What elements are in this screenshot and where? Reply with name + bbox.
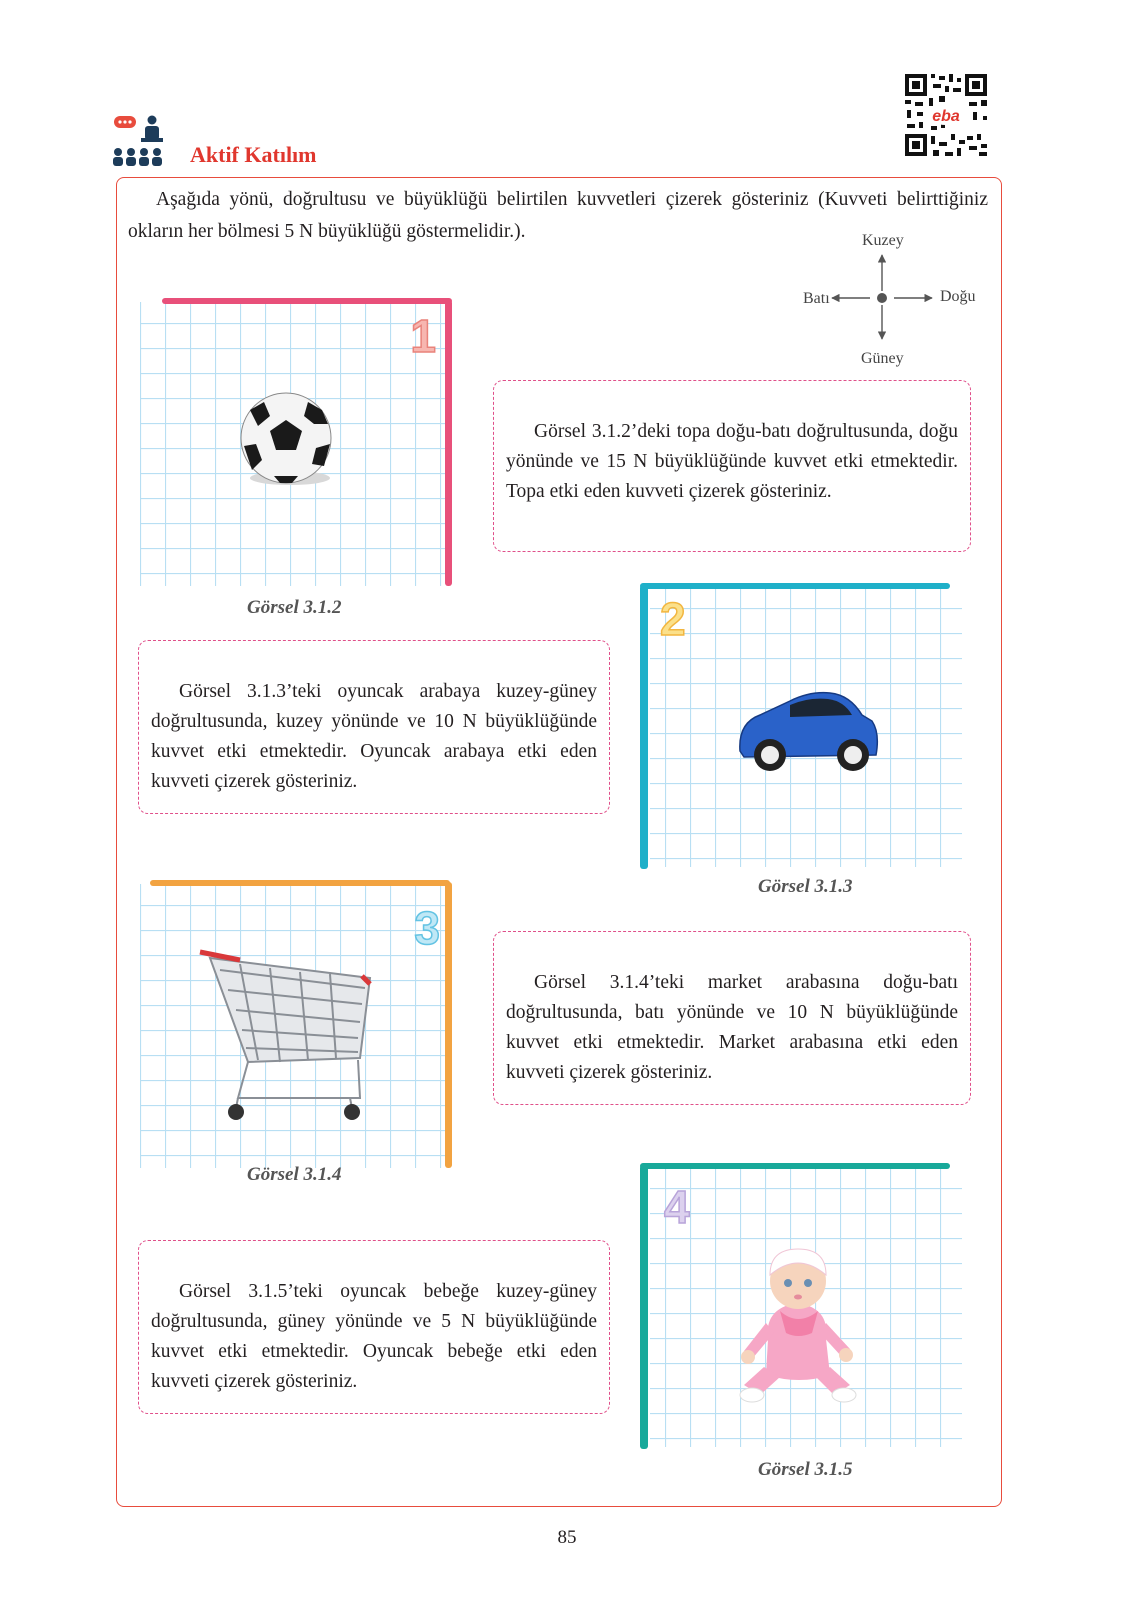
question-panel	[138, 640, 610, 814]
figure-caption: Görsel 3.1.2	[247, 597, 342, 618]
question-text: Görsel 3.1.3’teki oyuncak arabaya kuzey-güney doğrultusunda, kuzey yönünde ve 10 N büyüklüğünde kuvvet etki etmektedir. Oyuncak arabaya etki eden kuvveti çizerek gösteriniz.	[151, 681, 597, 792]
compass-west-label: Batı	[803, 290, 830, 307]
question-text: Görsel 3.1.5’teki oyuncak bebeğe kuzey-güney doğrultusunda, güney yönünde ve 5 N büyüklüğünde kuvvet etki etmektedir. Oyuncak bebeğe etki eden kuvveti çizerek gösteriniz.	[151, 1281, 597, 1392]
question-panel	[493, 931, 971, 1105]
figure-shopping-cart	[140, 880, 465, 1170]
figure-soccer-ball	[140, 298, 465, 588]
figure-number: 4	[664, 1181, 690, 1233]
figure-caption: Görsel 3.1.3	[758, 876, 853, 897]
compass-north-label: Kuzey	[862, 232, 904, 249]
qr-code[interactable]	[903, 72, 989, 158]
section-title: Aktif Katılım	[190, 142, 317, 167]
eba-logo: eba	[932, 108, 960, 125]
figure-caption: Görsel 3.1.4	[247, 1164, 342, 1185]
page-number: 85	[557, 1527, 577, 1548]
question-text: Görsel 3.1.4’teki market arabasına doğu-batı doğrultusunda, batı yönünde ve 10 N büyüklüğünde kuvvet etki etmektedir. Market arabasına etki eden kuvveti çizerek gösteriniz.	[506, 972, 958, 1083]
figure-toy-car	[640, 583, 970, 869]
compass-south-label: Güney	[861, 350, 904, 367]
question-panel	[138, 1240, 610, 1414]
figure-number: 2	[660, 593, 686, 645]
classroom-icon	[112, 114, 168, 170]
figure-number: 1	[410, 310, 436, 362]
question-panel	[493, 380, 971, 552]
instruction-text: Aşağıda yönü, doğrultusu ve büyüklüğü belirtilen kuvvetleri çizerek gösteriniz (Kuvveti belirttiğiniz okların her bölmesi 5 N büyüklüğü göstermelidir.).	[128, 189, 988, 242]
question-text: Görsel 3.1.2’deki topa doğu-batı doğrultusunda, doğu yönünde ve 15 N büyüklüğünde kuvvet etki etmektedir. Topa etki eden kuvveti çizerek gösteriniz.	[506, 421, 958, 502]
compass-east-label: Doğu	[940, 288, 976, 305]
figure-caption: Görsel 3.1.5	[758, 1459, 853, 1480]
figure-baby-doll	[640, 1163, 970, 1449]
figure-number: 3	[414, 902, 440, 954]
